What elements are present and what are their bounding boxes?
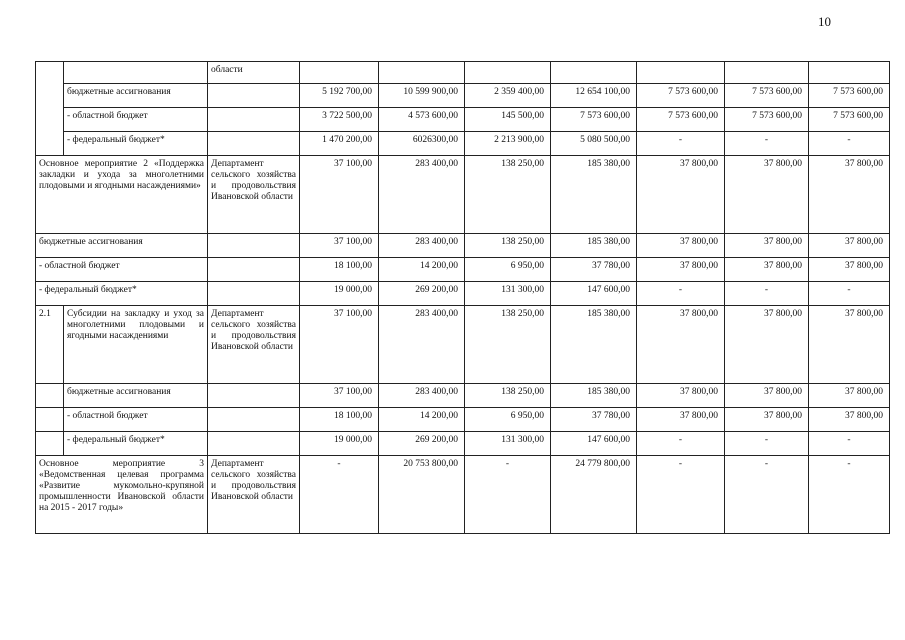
amount-cell: 138 250,00 — [465, 234, 551, 258]
amount-cell: 37 100,00 — [300, 384, 379, 408]
amount-cell: 283 400,00 — [379, 306, 465, 384]
amount-cell: 37 800,00 — [809, 234, 890, 258]
amount-cell: 283 400,00 — [379, 234, 465, 258]
amount-cell: 37 780,00 — [551, 408, 637, 432]
table-row — [36, 408, 890, 432]
table-row — [36, 282, 890, 306]
row-number-cell: 2.1 — [36, 306, 64, 384]
executor-cell: Департамент сельского хозяйства и продовольствия Ивановской области — [208, 306, 300, 384]
amount-cell: 14 200,00 — [379, 258, 465, 282]
amount-cell: 37 800,00 — [725, 258, 809, 282]
funding-label-cell: - федеральный бюджет* — [64, 132, 208, 156]
executor-cell: области — [208, 62, 300, 84]
table-row — [36, 62, 890, 84]
amount-cell: 7 573 600,00 — [637, 108, 725, 132]
amount-cell: 7 573 600,00 — [551, 108, 637, 132]
amount-cell: 7 573 600,00 — [725, 84, 809, 108]
amount-cell: 37 800,00 — [725, 384, 809, 408]
page-number: 10 — [818, 14, 831, 29]
amount-cell: - — [637, 282, 725, 306]
amount-cell: - — [725, 282, 809, 306]
amount-cell: 37 800,00 — [637, 306, 725, 384]
amount-cell: 138 250,00 — [465, 156, 551, 234]
amount-cell: - — [809, 282, 890, 306]
amount-cell — [379, 62, 465, 84]
amount-cell: 24 779 800,00 — [551, 456, 637, 534]
amount-cell: - — [637, 432, 725, 456]
amount-cell: 12 654 100,00 — [551, 84, 637, 108]
executor-cell — [208, 408, 300, 432]
amount-cell: 3 722 500,00 — [300, 108, 379, 132]
table-row — [36, 384, 890, 408]
amount-cell: 37 800,00 — [637, 156, 725, 234]
amount-cell: 37 100,00 — [300, 156, 379, 234]
amount-cell: 6 950,00 — [465, 408, 551, 432]
budget-table — [35, 61, 890, 534]
amount-cell: 1 470 200,00 — [300, 132, 379, 156]
executor-cell — [208, 132, 300, 156]
executor-cell — [208, 108, 300, 132]
amount-cell: 37 800,00 — [637, 234, 725, 258]
amount-cell: - — [809, 132, 890, 156]
amount-cell: - — [637, 132, 725, 156]
row-number-cell — [36, 62, 64, 156]
amount-cell: 37 800,00 — [637, 384, 725, 408]
amount-cell: 7 573 600,00 — [809, 84, 890, 108]
amount-cell: 19 000,00 — [300, 432, 379, 456]
amount-cell: 131 300,00 — [465, 432, 551, 456]
amount-cell: 37 100,00 — [300, 306, 379, 384]
amount-cell: - — [725, 132, 809, 156]
row-number-cell — [36, 408, 64, 432]
executor-cell — [208, 282, 300, 306]
amount-cell: 283 400,00 — [379, 384, 465, 408]
funding-label-cell: бюджетные ассигнования — [64, 84, 208, 108]
executor-cell — [208, 384, 300, 408]
amount-cell: 147 600,00 — [551, 282, 637, 306]
amount-cell: 185 380,00 — [551, 156, 637, 234]
amount-cell — [809, 62, 890, 84]
amount-cell: 138 250,00 — [465, 306, 551, 384]
executor-cell: Департамент сельского хозяйства и продовольствия Ивановской области — [208, 156, 300, 234]
amount-cell: 18 100,00 — [300, 258, 379, 282]
amount-cell — [637, 62, 725, 84]
amount-cell — [551, 62, 637, 84]
amount-cell: - — [725, 432, 809, 456]
funding-label-cell: - областной бюджет — [64, 108, 208, 132]
amount-cell: 19 000,00 — [300, 282, 379, 306]
amount-cell: 37 800,00 — [809, 384, 890, 408]
amount-cell: 269 200,00 — [379, 282, 465, 306]
amount-cell: 283 400,00 — [379, 156, 465, 234]
amount-cell: 10 599 900,00 — [379, 84, 465, 108]
funding-label-cell: - федеральный бюджет* — [64, 432, 208, 456]
table-row — [36, 84, 890, 108]
amount-cell: 5 080 500,00 — [551, 132, 637, 156]
amount-cell: 37 780,00 — [551, 258, 637, 282]
row-number-cell — [36, 384, 64, 408]
amount-cell: 37 800,00 — [809, 408, 890, 432]
activity-name-cell: Субсидии на закладку и уход за многолетними плодовыми и ягодными насаждениями — [64, 306, 208, 384]
amount-cell — [465, 62, 551, 84]
amount-cell: - — [465, 456, 551, 534]
amount-cell: 14 200,00 — [379, 408, 465, 432]
funding-label-cell: бюджетные ассигнования — [36, 234, 208, 258]
table-row — [36, 456, 890, 534]
amount-cell: 145 500,00 — [465, 108, 551, 132]
amount-cell: 7 573 600,00 — [725, 108, 809, 132]
amount-cell: 185 380,00 — [551, 384, 637, 408]
table-row — [36, 432, 890, 456]
executor-cell — [208, 84, 300, 108]
amount-cell: 37 100,00 — [300, 234, 379, 258]
amount-cell: - — [809, 432, 890, 456]
amount-cell: 7 573 600,00 — [637, 84, 725, 108]
activity-name-cell: Основное мероприятие 3 «Ведомственная целевая программа «Развитие мукомольно-крупяной промышленности Ивановской области на 2015 - 2017 годы» — [36, 456, 208, 534]
executor-cell — [208, 432, 300, 456]
amount-cell: 138 250,00 — [465, 384, 551, 408]
amount-cell: 37 800,00 — [725, 306, 809, 384]
amount-cell: 37 800,00 — [637, 408, 725, 432]
amount-cell: 7 573 600,00 — [809, 108, 890, 132]
activity-name-cell: Основное мероприятие 2 «Поддержка закладки и ухода за многолетними плодовыми и ягодными насаждениями» — [36, 156, 208, 234]
amount-cell: 37 800,00 — [725, 234, 809, 258]
executor-cell — [208, 258, 300, 282]
amount-cell: 37 800,00 — [809, 258, 890, 282]
amount-cell: 6026300,00 — [379, 132, 465, 156]
row-number-cell — [36, 432, 64, 456]
funding-label-cell: - областной бюджет — [36, 258, 208, 282]
table-row — [36, 156, 890, 234]
amount-cell: 37 800,00 — [725, 156, 809, 234]
amount-cell: 269 200,00 — [379, 432, 465, 456]
table-row — [36, 108, 890, 132]
amount-cell: 37 800,00 — [725, 408, 809, 432]
amount-cell: 20 753 800,00 — [379, 456, 465, 534]
executor-cell: Департамент сельского хозяйства и продовольствия Ивановской области — [208, 456, 300, 534]
amount-cell: 6 950,00 — [465, 258, 551, 282]
amount-cell: 2 213 900,00 — [465, 132, 551, 156]
table-row — [36, 258, 890, 282]
table-row — [36, 132, 890, 156]
amount-cell: - — [809, 456, 890, 534]
amount-cell: 2 359 400,00 — [465, 84, 551, 108]
amount-cell: - — [637, 456, 725, 534]
table-row — [36, 234, 890, 258]
executor-cell — [208, 234, 300, 258]
amount-cell: 4 573 600,00 — [379, 108, 465, 132]
funding-label-cell: бюджетные ассигнования — [64, 384, 208, 408]
funding-label-cell: - областной бюджет — [64, 408, 208, 432]
amount-cell: 18 100,00 — [300, 408, 379, 432]
amount-cell: 185 380,00 — [551, 306, 637, 384]
amount-cell — [725, 62, 809, 84]
table-row — [36, 306, 890, 384]
amount-cell: 131 300,00 — [465, 282, 551, 306]
amount-cell: - — [725, 456, 809, 534]
amount-cell: 37 800,00 — [637, 258, 725, 282]
amount-cell: 185 380,00 — [551, 234, 637, 258]
amount-cell: 147 600,00 — [551, 432, 637, 456]
amount-cell: 5 192 700,00 — [300, 84, 379, 108]
amount-cell: 37 800,00 — [809, 306, 890, 384]
amount-cell: - — [300, 456, 379, 534]
activity-name-cell — [64, 62, 208, 84]
amount-cell — [300, 62, 379, 84]
funding-label-cell: - федеральный бюджет* — [36, 282, 208, 306]
amount-cell: 37 800,00 — [809, 156, 890, 234]
